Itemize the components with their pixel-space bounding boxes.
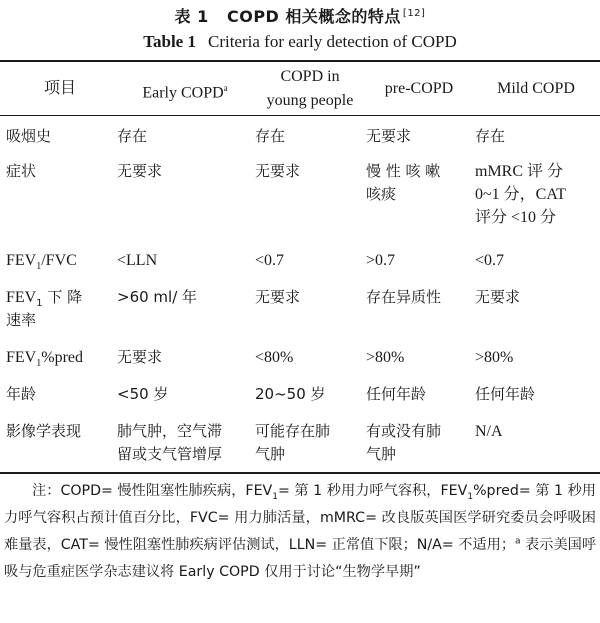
row-label-imaging: 影像学表现 bbox=[6, 422, 82, 440]
row-label-fev1-fvc-a: FEV bbox=[6, 252, 37, 269]
cell-imaging-young-line1: 可能存在肺 bbox=[255, 422, 331, 440]
table-top-rule bbox=[0, 60, 600, 62]
cell-imaging-pre-line1: 有或没有肺 bbox=[366, 422, 442, 440]
cell-fev1pred-mild: >80% bbox=[475, 349, 514, 366]
header-copd-young bbox=[255, 65, 365, 113]
header-early-copd-label: Early COPD bbox=[142, 84, 224, 102]
row-label-age: 年龄 bbox=[6, 385, 37, 403]
cell-decline-early: >60 ml/ 年 bbox=[117, 288, 198, 306]
header-copd-young-line1: COPD in bbox=[280, 68, 340, 85]
table-title-cn bbox=[0, 4, 600, 27]
cell-fev1fvc-young: <0.7 bbox=[255, 252, 285, 269]
row-label-fev1-pred bbox=[6, 346, 114, 369]
cell-symptoms-mild-line1: mMRC 评 分 bbox=[475, 163, 564, 180]
cell-imaging-young bbox=[255, 420, 365, 466]
table-footnote bbox=[4, 478, 596, 586]
cell-symptoms-pre-line1: 慢 性 咳 嗽 bbox=[366, 162, 441, 180]
row-label-fev1-pred-sub: 1 bbox=[36, 358, 42, 370]
table-header-rule bbox=[0, 115, 600, 116]
footnote-sub2: 1 bbox=[467, 491, 474, 502]
header-early-copd bbox=[117, 77, 253, 104]
cell-symptoms-mild-line3: 评分 <10 分 bbox=[475, 209, 557, 226]
cell-imaging-pre-line2: 气肿 bbox=[366, 445, 397, 463]
cell-fev1fvc-mild: <0.7 bbox=[475, 252, 505, 269]
footnote-part2: = 第 1 秒用力呼气容积，FEV bbox=[277, 483, 468, 499]
cell-fev1pred-pre: >80% bbox=[366, 349, 405, 366]
cell-decline-pre: 存在异质性 bbox=[366, 288, 442, 306]
header-early-footnote-mark: a bbox=[223, 83, 228, 93]
table-bottom-rule bbox=[0, 472, 600, 474]
header-mild-copd: Mild COPD bbox=[497, 80, 575, 97]
footnote-part1: 注：COPD= 慢性阻塞性肺疾病，FEV bbox=[32, 483, 273, 499]
cell-smoking-mild: 存在 bbox=[475, 127, 506, 145]
header-pre-copd: pre-COPD bbox=[384, 80, 454, 97]
table-number-en: Table 1 bbox=[143, 32, 196, 51]
cell-age-early: <50 岁 bbox=[117, 385, 169, 403]
cell-fev1pred-early: 无要求 bbox=[117, 348, 163, 366]
row-label-decline-a: FEV bbox=[6, 289, 37, 306]
cell-smoking-pre: 无要求 bbox=[366, 127, 412, 145]
reference-marker: [12] bbox=[402, 7, 426, 19]
cell-imaging-pre bbox=[366, 420, 472, 466]
cell-imaging-young-line2: 气肿 bbox=[255, 445, 286, 463]
row-label-fev1-pred-b: %pred bbox=[41, 349, 83, 366]
footnote-part4: 表示美国呼吸与危重症医学杂志建议将 Early COPD 仅用于讨论“生物学早期” bbox=[4, 537, 597, 580]
table-title-en bbox=[0, 32, 600, 52]
row-label-symptoms: 症状 bbox=[6, 162, 37, 180]
cell-age-young: 20~50 岁 bbox=[255, 385, 326, 403]
cell-symptoms-young: 无要求 bbox=[255, 162, 301, 180]
cell-symptoms-pre bbox=[366, 160, 472, 206]
cell-symptoms-mild-line2: 0~1 分，CAT bbox=[475, 186, 566, 203]
row-label-decline-sub: 1 bbox=[36, 298, 43, 309]
cell-symptoms-pre-line2: 咳痰 bbox=[366, 185, 397, 203]
row-label-fev1-pred-a: FEV bbox=[6, 349, 37, 366]
cell-symptoms-mild bbox=[475, 160, 597, 229]
cell-fev1fvc-early: <LLN bbox=[117, 252, 158, 269]
cell-age-pre: 任何年龄 bbox=[366, 385, 427, 403]
footnote-mark: a bbox=[515, 536, 521, 547]
row-label-fev1-fvc-b: /FVC bbox=[41, 252, 77, 269]
cell-decline-mild: 无要求 bbox=[475, 288, 521, 306]
row-label-fev1-fvc-sub: 1 bbox=[36, 261, 42, 273]
row-label-fev1-fvc bbox=[6, 249, 114, 272]
row-label-smoking: 吸烟史 bbox=[6, 127, 52, 145]
footnote-part3: %pred= 第 1 秒用力呼气容积占预计值百分比，FVC= 用力肺活量，mMRC= 改良版英国医学研究委员会呼吸困难量表，CAT= 慢性阻塞性肺疾病评估测试，LLN= 正常值下限；N/A= 不适用； bbox=[4, 483, 596, 553]
table-caption-en: Criteria for early detection of COPD bbox=[207, 32, 457, 51]
row-label-decline-line2: 速率 bbox=[6, 311, 37, 329]
footnote-sub1: 1 bbox=[272, 491, 278, 502]
cell-imaging-early-line1: 肺气肿，空气滞 bbox=[117, 422, 223, 440]
cell-imaging-early bbox=[117, 420, 253, 466]
cell-imaging-early-line2: 留或支气管增厚 bbox=[117, 445, 223, 463]
table-number-cn: 表 1 bbox=[174, 7, 209, 26]
table-caption-cn: COPD 相关概念的特点 bbox=[226, 7, 401, 26]
cell-symptoms-early: 无要求 bbox=[117, 162, 163, 180]
cell-decline-young: 无要求 bbox=[255, 288, 301, 306]
cell-fev1pred-young: <80% bbox=[255, 349, 294, 366]
row-label-decline-b: 下 降 bbox=[42, 288, 83, 306]
cell-imaging-mild: N/A bbox=[475, 423, 503, 440]
cell-fev1fvc-pre: >0.7 bbox=[366, 252, 396, 269]
cell-smoking-young: 存在 bbox=[255, 127, 286, 145]
row-label-fev1-decline bbox=[6, 286, 114, 332]
cell-smoking-early: 存在 bbox=[117, 127, 148, 145]
header-item: 项目 bbox=[43, 80, 76, 97]
header-copd-young-line2: young people bbox=[266, 92, 354, 109]
cell-age-mild: 任何年龄 bbox=[475, 385, 536, 403]
